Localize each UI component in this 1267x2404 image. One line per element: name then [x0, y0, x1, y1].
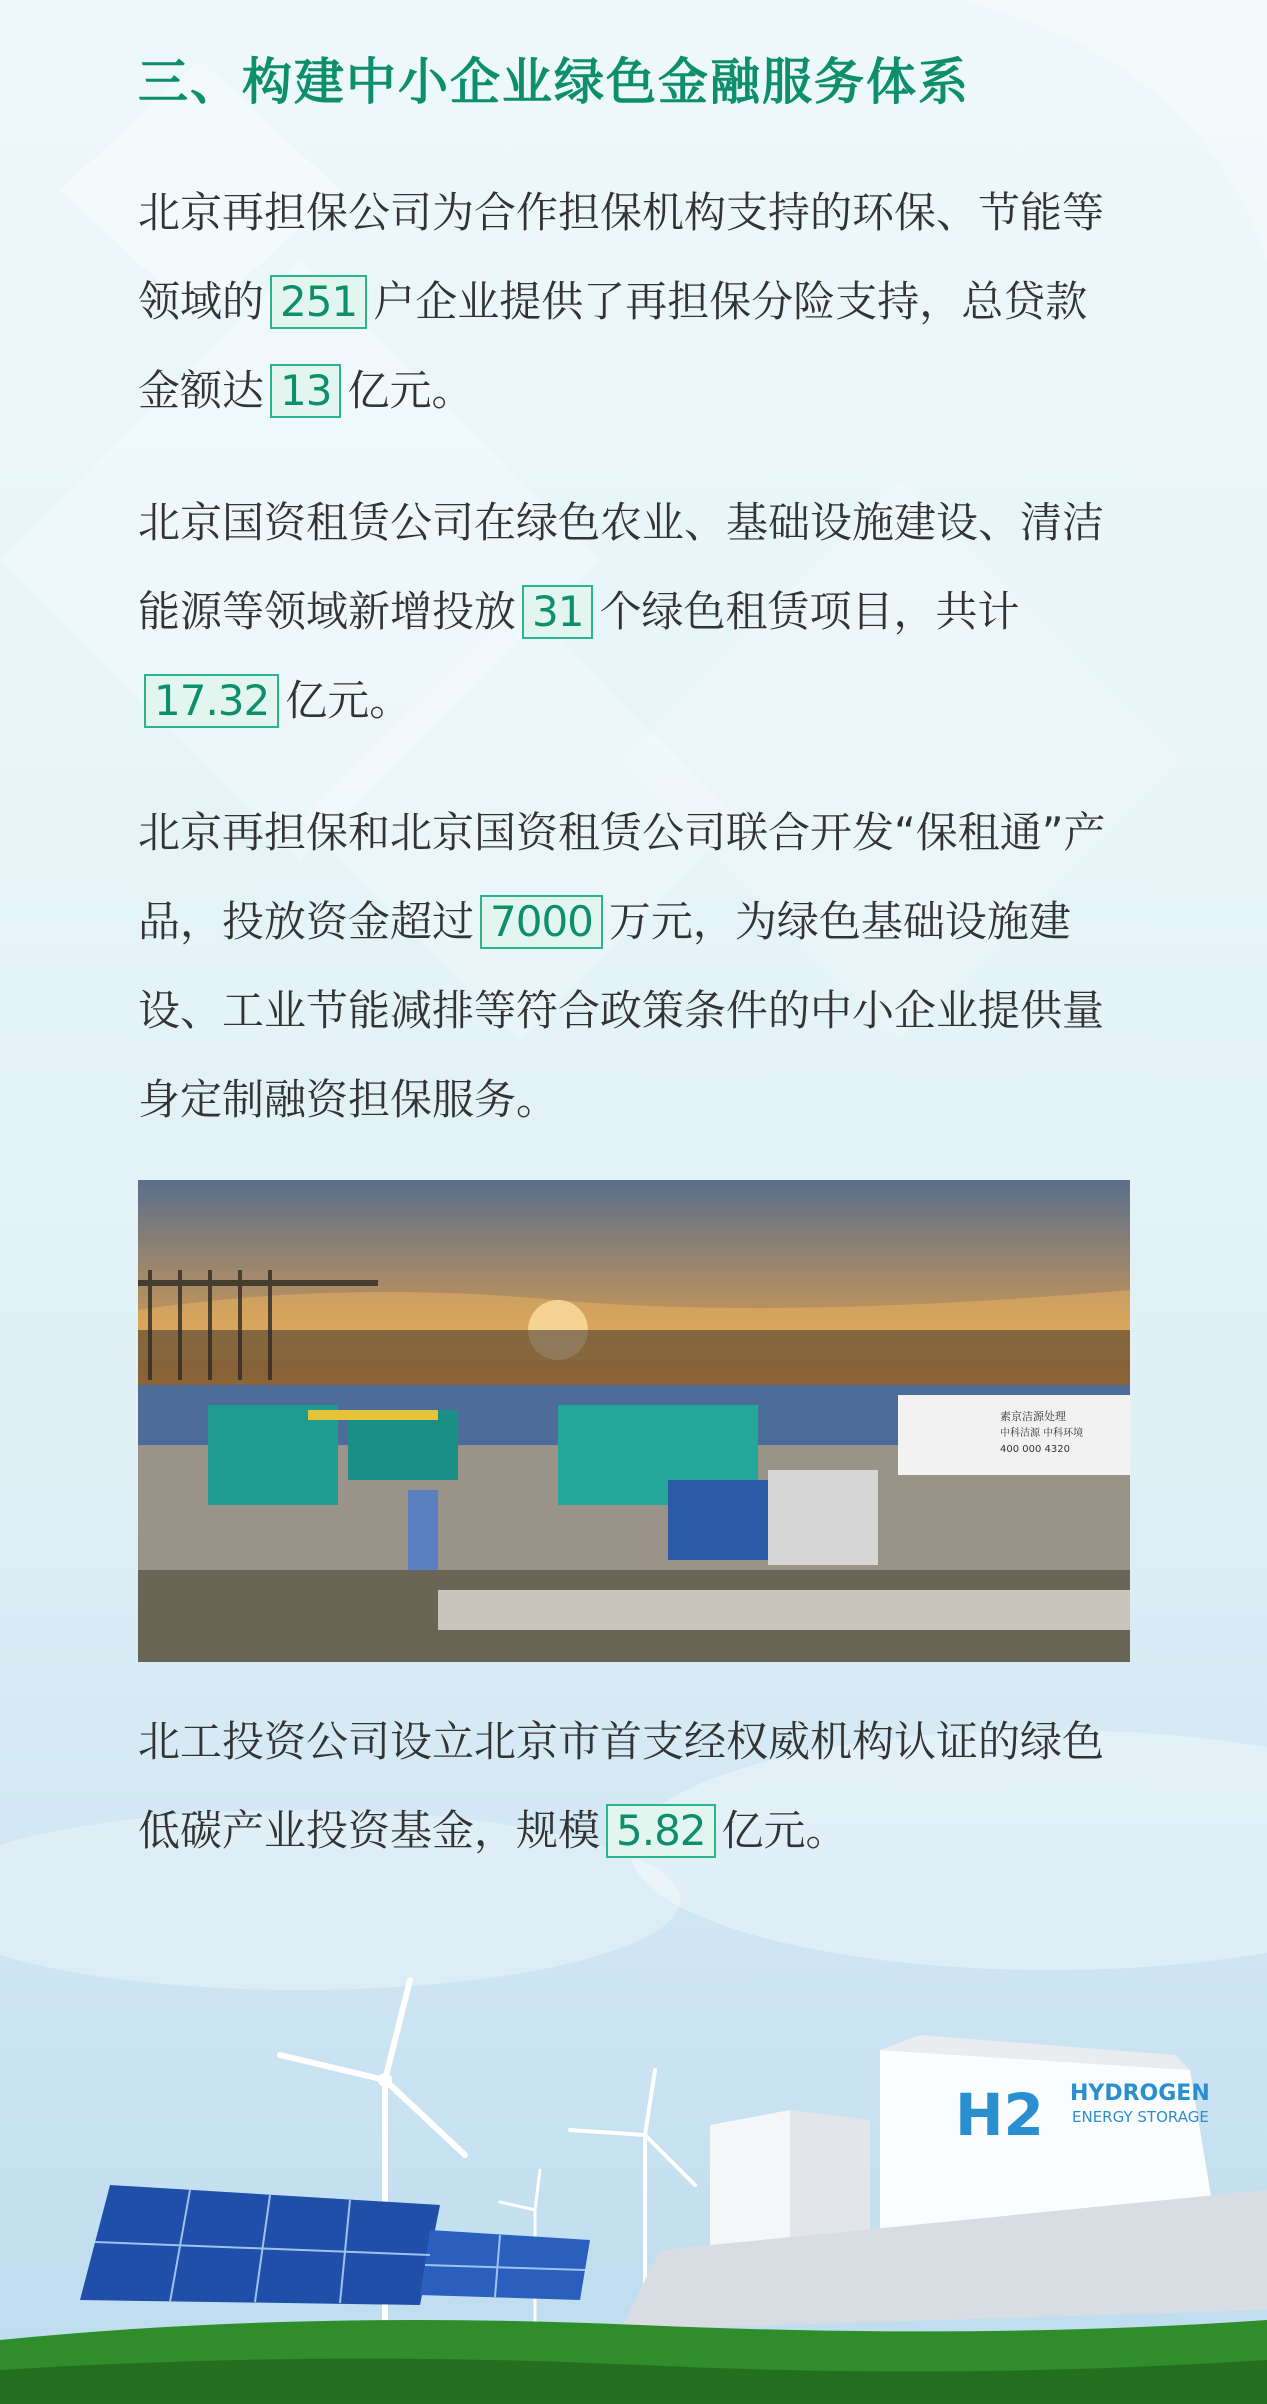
highlight-number: 17.32: [144, 674, 279, 728]
plant-sign-text: 素京洁源处理: [1000, 1410, 1066, 1423]
paragraph-text: 亿元。: [347, 366, 474, 415]
paragraph-fund: [138, 1697, 1128, 1875]
highlight-number: 7000: [480, 895, 603, 949]
paragraph-text: 北京国资租赁公司在绿色农业、基础设施建设、清洁能源等领域新增投放: [138, 498, 1105, 636]
section-title: 三、构建中小企业绿色金融服务体系: [138, 53, 970, 111]
paragraph-text: 北京再担保公司为合作担保机构支持的环保、节能等领域的: [138, 188, 1105, 326]
highlight-number: 31: [522, 585, 593, 639]
paragraph-text: 北京再担保和北京国资租赁公司联合开发“保租通”产品，投放资金超过: [138, 808, 1106, 946]
paragraph-reguarantee: [138, 168, 1128, 435]
highlight-number: 13: [270, 364, 341, 418]
hydrogen-logo: H2: [955, 2081, 1044, 2149]
clean-energy-illustration: [0, 1930, 1267, 2404]
hydrogen-subtitle: ENERGY STORAGE: [1072, 2108, 1209, 2126]
highlight-number: 5.82: [606, 1804, 716, 1858]
paragraph-baozutong: [138, 788, 1128, 1144]
paragraph-text: 万元，为绿色基础设施建设、工业节能减排等符合政策条件的中小企业提供量身定制融资担保服务。: [138, 897, 1105, 1124]
paragraph-leasing: [138, 478, 1128, 745]
highlight-number: 251: [270, 275, 367, 329]
industrial-plant-photo: [138, 1180, 1130, 1662]
paragraph-text: 户企业提供了再担保分险支持，总贷款金额达: [138, 277, 1088, 415]
paragraph-text: 亿元。: [285, 676, 412, 725]
plant-sign-text: 中科洁源 中科环境: [1000, 1428, 1084, 1439]
paragraph-text: 北工投资公司设立北京市首支经权威机构认证的绿色低碳产业投资基金，规模: [138, 1717, 1105, 1855]
hydrogen-title: HYDROGEN: [1070, 2081, 1210, 2106]
solar-panel-icon: [80, 2185, 590, 2305]
paragraph-text: 个绿色租赁项目，共计: [599, 587, 1020, 636]
plant-sign-text: 400 000 4320: [1000, 1444, 1070, 1455]
paragraph-text: 亿元。: [721, 1806, 848, 1855]
